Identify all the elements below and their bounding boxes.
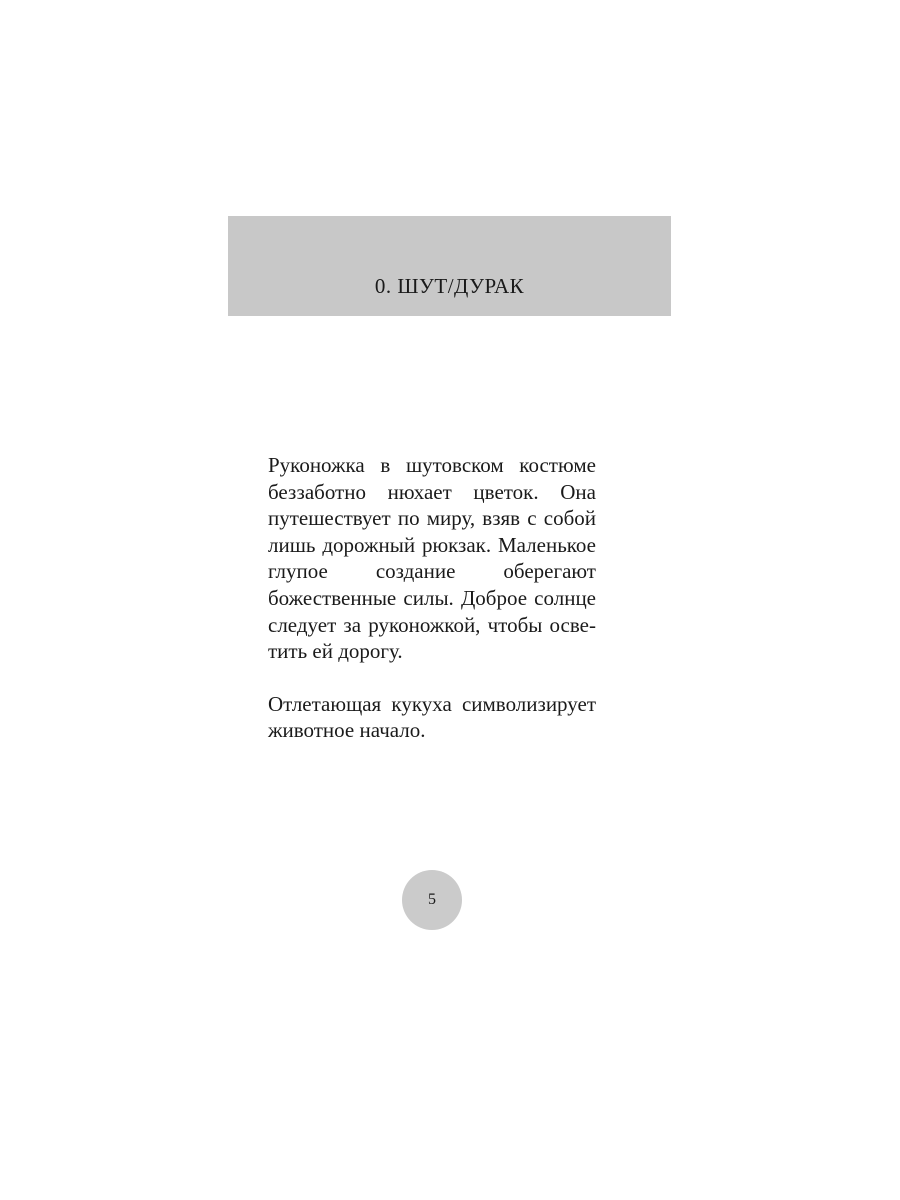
chapter-header-band — [228, 216, 671, 316]
paragraph-description: Руконожка в шутовском костюме беззаботно нюхает цветок. Она путешествует по миру, взяв с собой лишь дорожный рюкзак. Маленькое глупое создание оберегают божественные силы. Доброе солнце следует за руконожкой, чтобы осветить ей дорогу. — [268, 453, 596, 664]
page-number-badge — [402, 870, 462, 930]
chapter-title: 0. ШУТ/ДУРАК — [374, 274, 525, 298]
body-text — [268, 452, 596, 770]
page-number: 5 — [428, 891, 436, 908]
paragraph-symbolism: Отлетающая кукуха символизирует животное начало. — [268, 691, 596, 743]
